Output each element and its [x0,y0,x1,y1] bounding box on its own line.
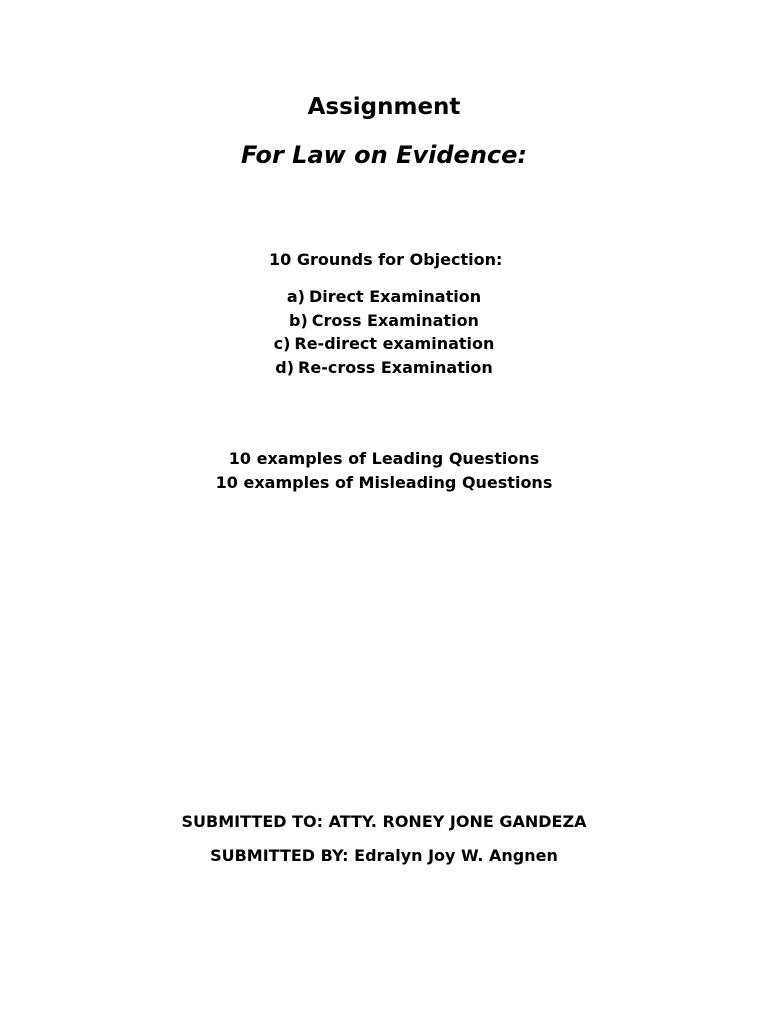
submitted-by-line: SUBMITTED BY: Edralyn Joy W. Angnen [210,846,558,865]
list-item-label: Direct Examination [308,287,482,306]
submitted-to-line: SUBMITTED TO: ATTY. RONEY JONE GANDEZA [181,812,587,831]
document-subtitle: For Law on Evidence: [240,141,528,169]
list-item-recross-examination [0,356,768,380]
list-marker: c) [273,334,291,353]
list-item-label: Re-cross Examination [298,357,493,377]
list-marker: b) [289,310,308,330]
leading-questions-line: 10 examples of Leading Questions [228,449,540,468]
document-title: Assignment [307,94,461,120]
list-item-label: Cross Examination [311,310,479,330]
list-marker: d) [275,357,295,377]
list-item-cross-examination [0,309,768,333]
list-item-redirect-examination [0,332,768,356]
list-item-direct-examination [0,285,768,309]
list-marker: a) [286,287,305,306]
grounds-heading: 10 Grounds for Objection: [269,250,503,269]
examination-list [0,285,768,379]
misleading-questions-line: 10 examples of Misleading Questions [215,473,553,492]
list-item-label: Re-direct examination [294,334,495,353]
